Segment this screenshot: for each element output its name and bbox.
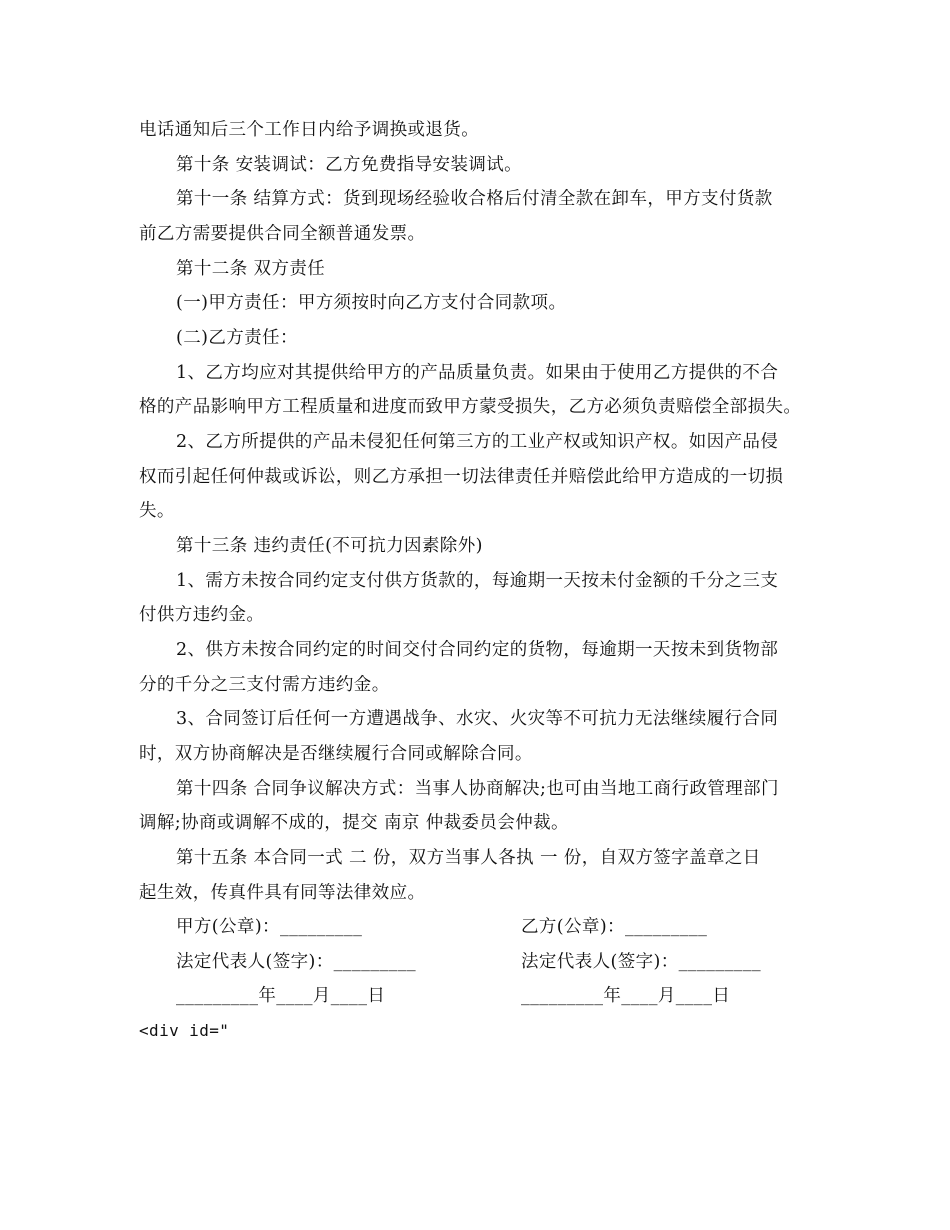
clause-11: 第十一条 结算方式：货到现场经验收合格后付清全款在卸车，甲方支付货款 [176, 189, 773, 209]
party-a-seal: 甲方(公章)：_________ [176, 917, 363, 937]
clause-12-heading: 第十二条 双方责任 [176, 259, 326, 279]
party-a-date: _________年____月____日 [176, 986, 386, 1006]
clause-14: 第十四条 合同争议解决方式：当事人协商解决;也可由当地工商行政管理部门 [176, 779, 779, 799]
paragraph-line: 前乙方需要提供合同全额普通发票。 [139, 224, 426, 244]
paragraph-line: 起生效，传真件具有同等法律效应。 [139, 883, 426, 903]
paragraph-line: 权而引起任何仲裁或诉讼，则乙方承担一切法律责任并赔偿此给甲方造成的一切损 [139, 467, 784, 487]
party-b-duty-1: 1、乙方均应对其提供给甲方的产品质量负责。如果由于使用乙方提供的不合 [176, 363, 779, 383]
paragraph-line: 调解;协商或调解不成的，提交 南京 仲裁委员会仲裁。 [139, 813, 569, 833]
paragraph-line: 格的产品影响甲方工程质量和进度而致甲方蒙受损失，乙方必须负责赔偿全部损失。 [139, 397, 802, 417]
stray-code-text: <div id=" [139, 1021, 230, 1040]
paragraph-line: 失。 [139, 501, 175, 521]
party-b-seal: 乙方(公章)：_________ [521, 917, 708, 937]
paragraph-line: 付供方违约金。 [139, 605, 265, 625]
breach-item-1: 1、需方未按合同约定支付供方货款的，每逾期一天按未付金额的千分之三支 [176, 571, 779, 591]
paragraph-line: 时，双方协商解决是否继续履行合同或解除合同。 [139, 744, 533, 764]
paragraph-line: 电话通知后三个工作日内给予调换或退货。 [139, 120, 480, 140]
clause-13-heading: 第十三条 违约责任(不可抗力因素除外) [176, 536, 483, 556]
party-b-duty-2: 2、乙方所提供的产品未侵犯任何第三方的工业产权或知识产权。如因产品侵 [176, 432, 779, 452]
party-b-date: _________年____月____日 [521, 986, 731, 1006]
party-a-duty: (一)甲方责任：甲方须按时向乙方支付合同款项。 [176, 293, 567, 313]
clause-15: 第十五条 本合同一式 二 份，双方当事人各执 一 份，自双方签字盖章之日 [176, 848, 761, 868]
party-b-duty-heading: (二)乙方责任： [176, 328, 298, 348]
breach-item-2: 2、供方未按合同约定的时间交付合同约定的货物，每逾期一天按未到货物部 [176, 640, 779, 660]
paragraph-line: 分的千分之三支付需方违约金。 [139, 675, 390, 695]
breach-item-3: 3、合同签订后任何一方遭遇战争、水灾、火灾等不可抗力无法继续履行合同 [176, 709, 779, 729]
party-b-representative: 法定代表人(签字)：_________ [521, 952, 762, 972]
party-a-representative: 法定代表人(签字)：_________ [176, 952, 417, 972]
clause-10: 第十条 安装调试：乙方免费指导安装调试。 [176, 155, 523, 175]
